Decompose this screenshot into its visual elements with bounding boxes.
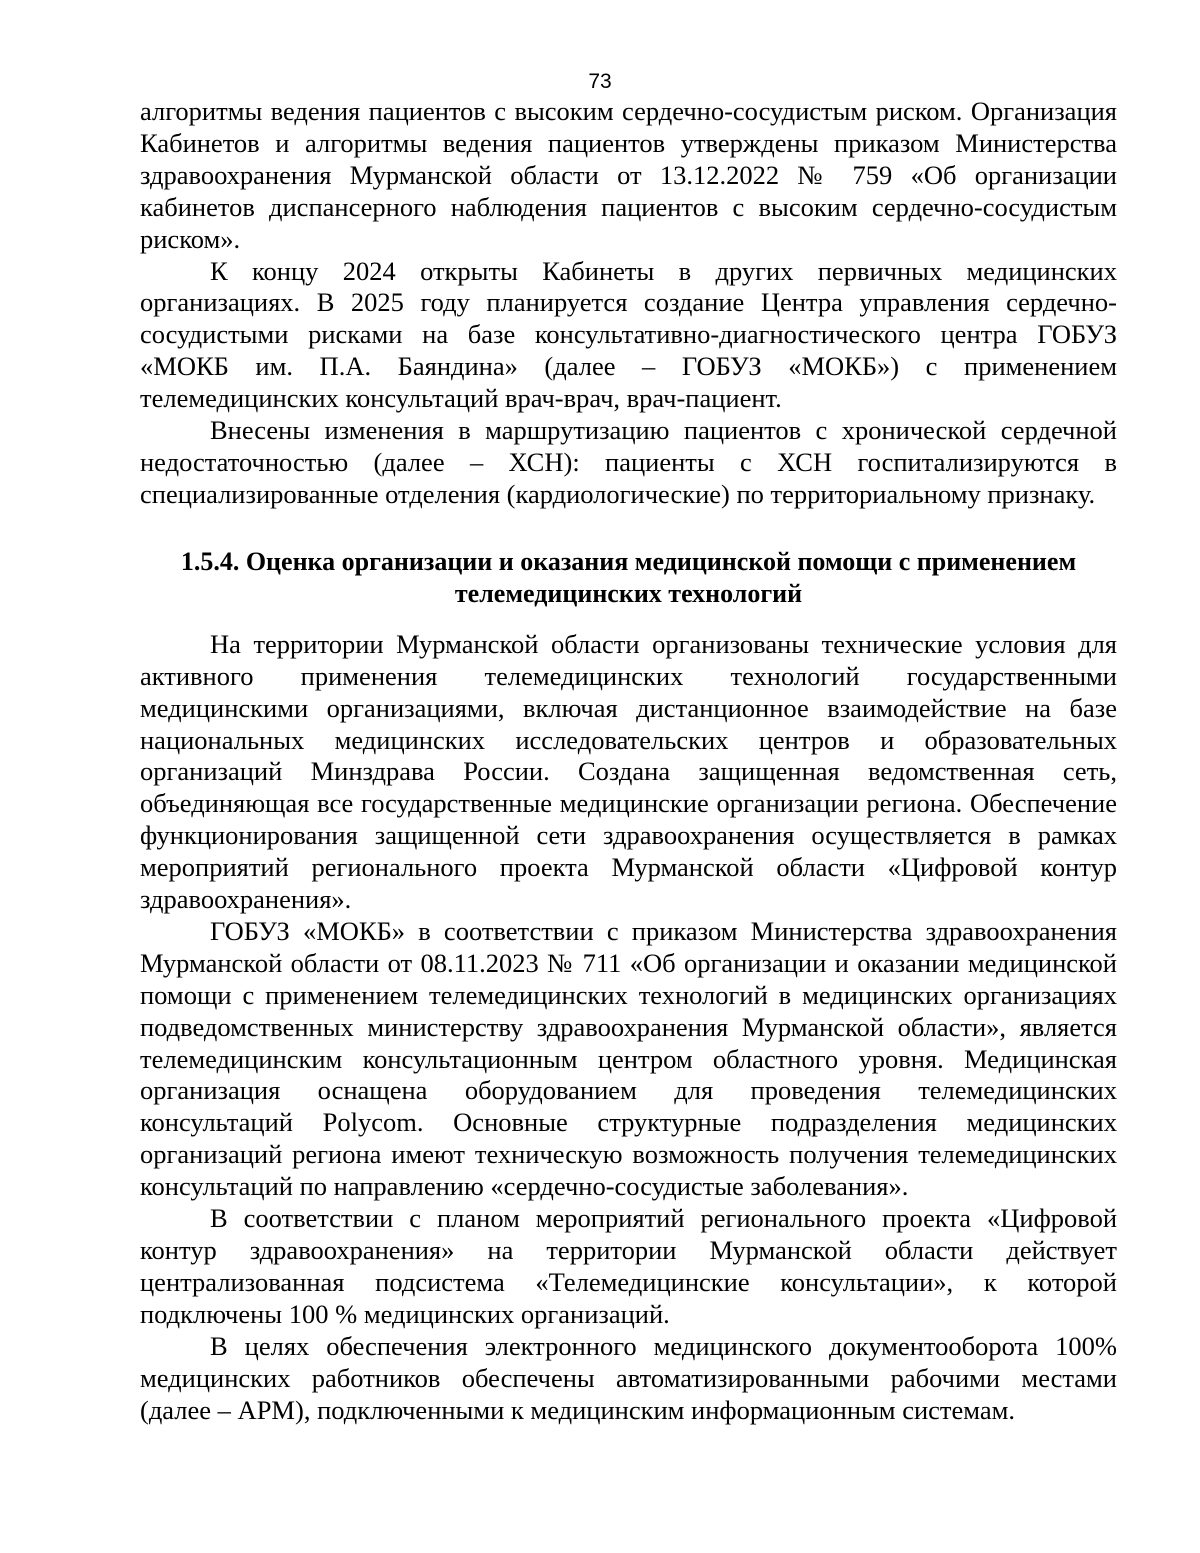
section-heading-line-1: 1.5.4. Оценка организации и оказания медицинской помощи с применением: [180, 546, 1077, 576]
paragraph-continuation: алгоритмы ведения пациентов с высоким сердечно-сосудистым риском. Организация Кабинетов и алгоритмы ведения пациентов утверждены приказом Министерства здравоохранения Мурманской области от 13.12.2022 № 759 «Об организации кабинетов диспансерного наблюдения пациентов с высоким сердечно-сосудистым риском».: [140, 96, 1117, 254]
paragraph-cabinets-2024: К концу 2024 открыты Кабинеты в других первичных медицинских организациях. В 2025 году планируется создание Центра управления сердечно-сосудистыми рисками на базе консультативно-диагностического центра ГОБУЗ «МОКБ им. П.А. Баяндина» (далее – ГОБУЗ «МОКБ») с применением телемедицинских консультаций врач-врач, врач-пациент.: [140, 255, 1117, 414]
page-body: [140, 96, 1117, 1426]
paragraph-chf-routing: Внесены изменения в маршрутизацию пациентов с хронической сердечной недостаточностью (далее – ХСН): пациенты с ХСН госпитализируются в специализированные отделения (кардиологические) по территориальному признаку.: [140, 415, 1117, 509]
section-heading: [140, 546, 1117, 610]
section-heading-line-2: телемедицинских технологий: [454, 578, 803, 608]
paragraph-telemedicine-subsystem: В соответствии с планом мероприятий регионального проекта «Цифровой контур здравоохранения» на территории Мурманской области действует централизованная подсистема «Телемедицинские консультации», к которой подключены 100 % медицинских организаций.: [140, 1203, 1117, 1329]
paragraph-electronic-workflow: В целях обеспечения электронного медицинского документооборота 100% медицинских работников обеспечены автоматизированными рабочими местами (далее – АРМ), подключенными к медицинским информационным системам.: [140, 1330, 1117, 1425]
paragraph-mokb-center: ГОБУЗ «МОКБ» в соответствии с приказом Министерства здравоохранения Мурманской области от 08.11.2023 № 711 «Об организации и оказании медицинской помощи с применением телемедицинских технологий в медицинских организациях подведомственных министерству здравоохранения Мурманской области», является телемедицинским консультационным центром областного уровня. Медицинская организация оснащена оборудованием для проведения телемедицинских консультаций Polycom. Основные структурные подразделения медицинских организаций региона имеют техническую возможность получения телемедицинских консультаций по направлению «сердечно-сосудистые заболевания».: [140, 915, 1117, 1202]
paragraph-technical-conditions: На территории Мурманской области организованы технические условия для активного применения телемедицинских технологий государственными медицинскими организациями, включая дистанционное взаимодействие на базе национальных медицинских исследовательских центров и образовательных организаций Минздрава России. Создана защищенная ведомственная сеть, объединяющая все государственные медицинские организации региона. Обеспечение функционирования защищенной сети здравоохранения осуществляется в рамках мероприятий регионального проекта Мурманской области «Цифровой контур здравоохранения».: [140, 628, 1117, 915]
page-number: 73: [588, 70, 612, 93]
